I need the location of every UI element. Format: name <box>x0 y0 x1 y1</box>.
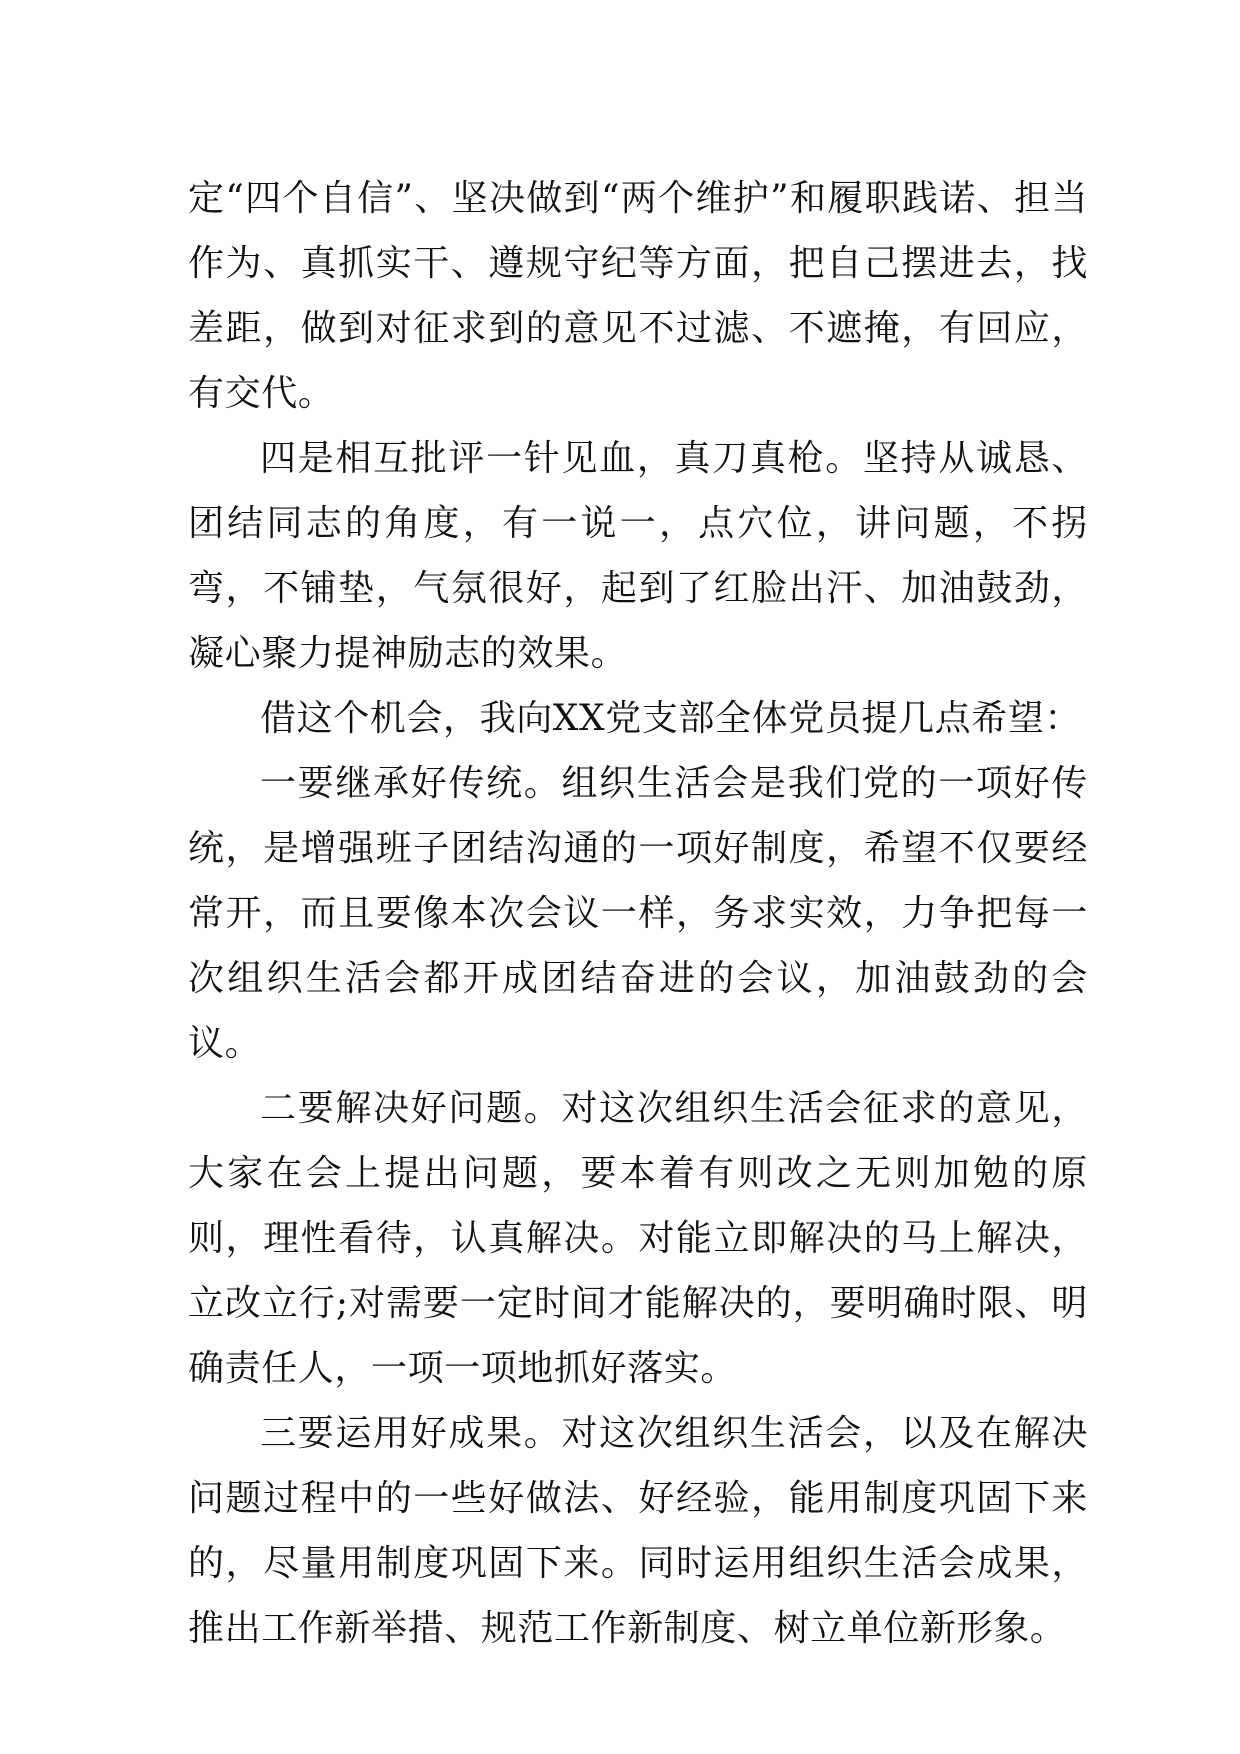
paragraph-hopes-intro: 借这个机会，我向XX党支部全体党员提几点希望： <box>260 698 1082 739</box>
paragraph-hope-one: 一要继承好传统。组织生活会是我们党的一项好传统，是增强班子团结沟通的一项好制度，希望不仅要经常开，而且要像本次会议一样，务求实效，力争把每一次组织生活会都开成团结奋进的会议，加油鼓劲的会议。 <box>188 763 1088 1064</box>
paragraph-hope-three: 三要运用好成果。对这次组织生活会，以及在解决问题过程中的一些好做法、好经验，能用制度巩固下来的，尽量用制度巩固下来。同时运用组织生活会成果，推出工作新举措、规范工作新制度、树立单位新形象。 <box>188 1413 1088 1649</box>
paragraph-continuation: 定“四个自信”、坚决做到“两个维护”和履职践诺、担当作为、真抓实干、遵规守纪等方面，把自己摆进去，找差距，做到对征求到的意见不过滤、不遮掩，有回应，有交代。 <box>188 178 1088 414</box>
document-body <box>188 166 1088 1661</box>
paragraph-fourth-point: 四是相互批评一针见血，真刀真枪。坚持从诚恳、团结同志的角度，有一说一，点穴位，讲问题，不拐弯，不铺垫，气氛很好，起到了红脸出汗、加油鼓劲，凝心聚力提神励志的效果。 <box>188 438 1088 674</box>
paragraph-hope-two: 二要解决好问题。对这次组织生活会征求的意见，大家在会上提出问题，要本着有则改之无则加勉的原则，理性看待，认真解决。对能立即解决的马上解决，立改立行;对需要一定时间才能解决的，要明确时限、明确责任人，一项一项地抓好落实。 <box>188 1088 1088 1389</box>
